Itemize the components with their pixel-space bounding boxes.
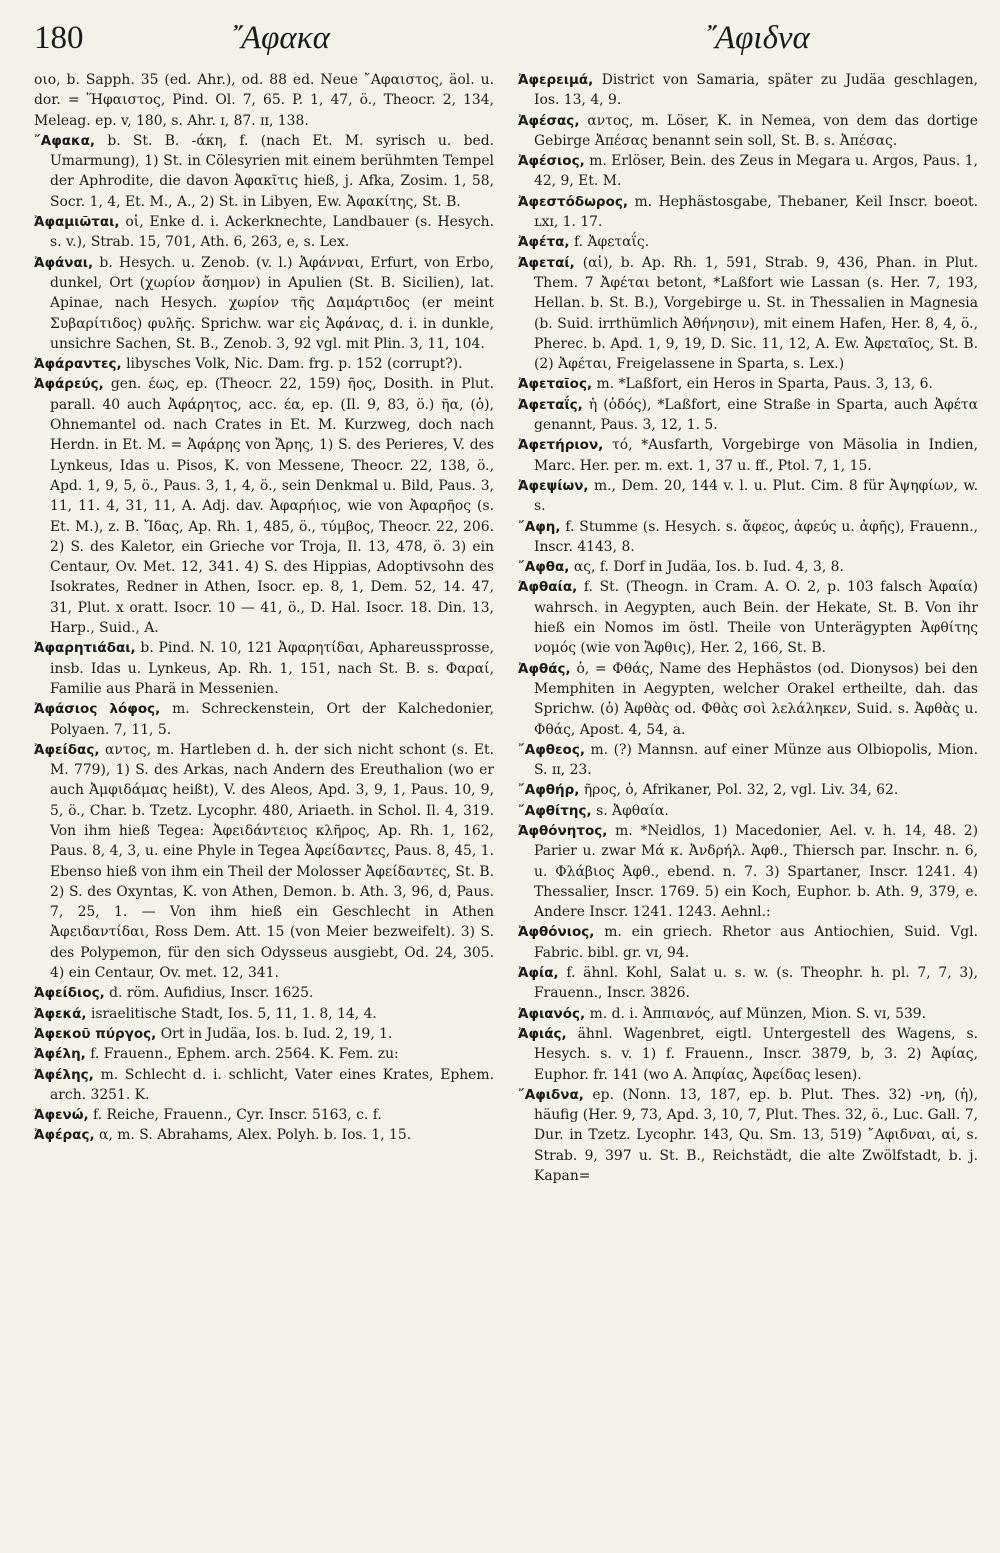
dictionary-entry xyxy=(34,1105,494,1125)
entry-lemma: Ἀφενώ, xyxy=(34,1107,89,1124)
entry-text: ep. (Nonn. 13, 187, ep. b. Plut. Thes. 32) -νη, (ἡ), häufig (Her. 9, 73, Apd. 3, 10, 7, Plut. Thes. 32, ö., Luc. Gall. 7, Dur. in Tzetz. Lycophr. 143, Qu. Sm. 13, 519) ῎Αφιδναι, αἱ, s. Strab. 9, 397 u. St. B., Reichstädt, die alte Zwölfstadt, b. j. Kapan= xyxy=(534,1086,978,1185)
dictionary-entry xyxy=(518,740,978,781)
entry-text: ἡ (ὁδός), *Laßfort, eine Straße in Sparta, auch Ἀφέτα genannt, Paus. 3, 12, 1. 5. xyxy=(534,396,978,434)
dictionary-entry xyxy=(518,1024,978,1085)
page-number: 180 xyxy=(34,20,84,56)
entry-text: f. Frauenn., Ephem. arch. 2564. K. Fem. zu: xyxy=(90,1046,399,1063)
right-column xyxy=(518,70,978,1540)
entry-text: ähnl. Wagenbret, eigtl. Untergestell des Wagens, s. Hesych. s. v. 1) f. Frauenn., Inscr. 3879, b, 3. 2) Ἀφίας, Euphor. fr. 141 (wo A. Ἀπφίας, Ἀφείδας lesen). xyxy=(534,1025,978,1083)
entry-text: ὁ, = Φθάς, Name des Hephästos (od. Dionysos) bei den Memphiten in Aegypten, welcher Orakel ertheilte, dah. das Sprichw. (ὁ) Ἀφθὰς od. Φθὰς σοὶ λελάληκεν, Suid. s. Ἀφθὰς u. Φθάς, Apost. 4, 54, a. xyxy=(534,660,978,738)
dictionary-entry xyxy=(34,699,494,740)
entry-lemma: Ἀφάναι, xyxy=(34,254,94,271)
dictionary-columns xyxy=(34,70,978,1540)
entry-lemma: Ἀφέλη, xyxy=(34,1046,86,1063)
dictionary-entry xyxy=(518,801,978,821)
entry-text: m. (?) Mannsn. auf einer Münze aus Olbiopolis, Mion. S. ɪɪ, 23. xyxy=(534,741,978,779)
dictionary-entry xyxy=(34,983,494,1003)
entry-text: s. Ἀφθαία. xyxy=(596,802,669,819)
entry-lemma: Ἀφεταΐς, xyxy=(518,396,583,413)
entry-text: m. ein griech. Rhetor aus Antiochien, Suid. Vgl. Fabric. bibl. gr. ᴠɪ, 94. xyxy=(534,924,978,961)
dictionary-entry xyxy=(518,111,978,152)
dictionary-entry xyxy=(34,740,494,984)
dictionary-entry xyxy=(518,659,978,740)
entry-text: b. Pind. N. 10, 121 Ἀφαρητίδαι, Aphareussprosse, insb. Idas u. Lynkeus, Ap. Rh. 1, 151, nach St. B. s. Φαραί, Familie aus Pharä in Messenien. xyxy=(50,640,494,697)
entry-lemma: Ἀφθάς, xyxy=(518,660,571,677)
entry-text: α, m. S. Abrahams, Alex. Polyh. b. Ios. 1, 15. xyxy=(99,1127,412,1144)
entry-lemma: Ἀφέρας, xyxy=(34,1127,95,1144)
entry-lemma: Ἀφθόνιος, xyxy=(518,924,595,941)
page-header xyxy=(30,16,970,66)
dictionary-entry xyxy=(518,557,978,577)
entry-text: b. Hesych. u. Zenob. (v. l.) Ἀφάνναι, Erfurt, von Erbo, dunkel, Ort (χωρίον ἄσημον) in Apulien (St. B. Sicilien), lat. Apinae, nach Hesych. χωρίον τῆς Δαμάρτιδος (er meint Συβαρίτιδος) φυλῆς. Sprichw. war εἰς Ἀφάνας, d. i. in dunkle, unsichre Sachen, St. B., Zenob. 3, 92 vgl. mit Plin. 3, 11, 104. xyxy=(50,254,494,352)
entry-text: m. *Neidlos, 1) Macedonier, Ael. v. h. 14, 48. 2) Parier u. zwar Μά κ. Ἀνδρήλ. Ἀφθ., Thiersch par. Inschr. n. 6, u. Φλάβιος Ἀφθ., ebend. n. 7. 3) Spartaner, Inscr. 1241. 4) Thessalier, Inscr. 1769. 5) ein Koch, Euphor. b. Ath. 9, 379, e. Andere Inscr. 1241. 1243. Aehnl.: xyxy=(534,822,978,921)
entry-lemma: ῎Αφη, xyxy=(518,518,561,535)
dictionary-entry xyxy=(518,577,978,658)
entry-text: τό, *Ausfarth, Vorgebirge von Mäsolia in Indien, Marc. Her. per. m. ext. 1, 37 u. ff., Ptol. 7, 1, 15. xyxy=(534,437,978,474)
entry-text: Ort in Judäa, Ios. b. Iud. 2, 19, 1. xyxy=(160,1025,393,1042)
entry-lemma: Ἀφιάς, xyxy=(518,1025,567,1042)
dictionary-entry xyxy=(34,212,494,253)
entry-text: f. Stumme (s. Hesych. s. ἄφεος, ἀφεύς u. ἀφῆς), Frauenn., Inscr. 4143, 8. xyxy=(534,518,978,555)
entry-text: District von Samaria, später zu Judäa geschlagen, Ios. 13, 4, 9. xyxy=(534,72,978,109)
entry-lemma: Ἀφιανός, xyxy=(518,1005,586,1022)
dictionary-entry xyxy=(518,780,978,800)
entry-lemma: ῎Αφθίτης, xyxy=(518,802,592,819)
dictionary-entry xyxy=(34,1065,494,1106)
entry-lemma: Ἀφία, xyxy=(518,965,559,982)
entry-lemma: Ἀφάραντες, xyxy=(34,356,122,373)
dictionary-entry xyxy=(34,1125,494,1145)
dictionary-entry xyxy=(34,1024,494,1044)
entry-lemma: Ἀφέσιος, xyxy=(518,153,585,170)
entry-lemma: ῎Αφακα, xyxy=(34,132,96,149)
entry-lemma: Ἀφείδιος, xyxy=(34,985,105,1002)
entry-lemma: Ἀφεκοῦ πύργος, xyxy=(34,1025,157,1042)
dictionary-entry xyxy=(518,151,978,192)
entry-lemma: ῎Αφθα, xyxy=(518,559,570,576)
entry-text: ῆρος, ὁ, Afrikaner, Pol. 32, 2, vgl. Liv. 34, 62. xyxy=(583,782,899,799)
entry-text: αντος, m. Löser, K. in Nemea, von dem das dortige Gebirge Ἀπέσας benannt sein soll, St. B. s. Ἀπέσας. xyxy=(534,112,978,149)
left-column xyxy=(34,70,494,1540)
dictionary-entry xyxy=(34,1004,494,1024)
entry-lemma: Ἀφάρεύς, xyxy=(34,376,104,393)
dictionary-entry xyxy=(34,374,494,638)
dictionary-entry xyxy=(518,232,978,252)
entry-text: b. St. B. -άκη, f. (nach Et. M. syrisch u. bed. Umarmung), 1) St. in Cölesyrien mit einem berühmten Tempel der Aphrodite, die davon Ἀφακῖτις hieß, j. Afka, Zosim. 1, 58, Socr. 1, 4, Et. M., A., 2) St. in Libyen, Ew. Ἀφακίτης, St. B. xyxy=(50,132,494,210)
entry-text: αντος, m. Hartleben d. h. der sich nicht schont (s. Et. M. 779), 1) S. des Arkas, nach Andern des Ereuthalion (wo er auch Ἀμφιδάμας heißt), V. des Aleos, Apd. 3, 9, 1, Paus. 10, 9, 5, ö., Char. b. Tzetz. Lycophr. 480, Ariaeth. in Schol. Il. 4, 319. Von ihm hieß Tegea: Ἀφειδάντειος κλῆρος, Ap. Rh. 1, 162, Paus. 8, 4, 3, u. eine Phyle in Tegea Ἀφείδαντες, Paus. 8, 45, 1. Ebenso hieß von ihm ein Theil der Molosser Ἀφείδαντες, St. B. 2) S. des Oxyntas, K. von Athen, Demon. b. Ath. 3, 96, d, Paus. 7, 25, 1. — Von ihm hieß ein Geschlecht in Athen Ἀφειδαντίδαι, Ross Dem. Att. 15 (von Meier bezweifelt). 3) S. des Polypemon, für den sich Odysseus ausgiebt, Od. 24, 305. 4) ein Centaur, Ov. met. 12, 341. xyxy=(50,741,494,982)
entry-lemma: Ἀφαρητιάδαι, xyxy=(34,640,136,657)
entry-text: israelitische Stadt, Ios. 5, 11, 1. 8, 14, 4. xyxy=(90,1005,377,1022)
dictionary-entry xyxy=(518,1085,978,1186)
dictionary-entry xyxy=(518,476,978,517)
entry-lemma: Ἀφείδας, xyxy=(34,741,100,758)
dictionary-entry xyxy=(34,354,494,374)
entry-lemma: Ἀφετήριον, xyxy=(518,437,604,454)
dictionary-entry xyxy=(518,253,978,375)
entry-text: m. d. i. Ἀππιανός, auf Münzen, Mion. S. ᴠɪ, 539. xyxy=(589,1005,927,1022)
entry-lemma: ῎Αφθήρ, xyxy=(518,782,580,799)
entry-lemma: Ἀφεταῖος, xyxy=(518,376,593,393)
dictionary-entry xyxy=(34,253,494,354)
dictionary-entry xyxy=(518,963,978,1004)
entry-lemma: Ἀφέτα, xyxy=(518,234,570,251)
entry-lemma: Ἀφθαία, xyxy=(518,579,578,596)
entry-text: libysches Volk, Nic. Dam. frg. p. 152 (corrupt?). xyxy=(126,356,463,373)
entry-text: f. St. (Theogn. in Cram. A. O. 2, p. 103 falsch Ἀφαία) wahrsch. in Aegypten, auch Bein. der Hekate, St. B. Von ihr hieß ein Nomos im östl. Theile von Unterägypten Ἀφθίτης νομός (wie von Ἄφθις), Her. 2, 166, St. B. xyxy=(534,579,978,657)
entry-lemma: ῎Αφθεος, xyxy=(518,741,585,758)
entry-text: m. *Laßfort, ein Heros in Sparta, Paus. 3, 13, 6. xyxy=(596,376,933,393)
entry-lemma: Ἀφεψίων, xyxy=(518,477,589,494)
entry-text: d. röm. Aufidius, Inscr. 1625. xyxy=(109,985,314,1002)
entry-text: f. ähnl. Kohl, Salat u. s. w. (s. Theophr. h. pl. 7, 7, 3), Frauenn., Inscr. 3826. xyxy=(534,965,978,1002)
entry-text: f. Reiche, Frauenn., Cyr. Inscr. 5163, c. f. xyxy=(93,1107,382,1124)
entry-text: (αἱ), b. Ap. Rh. 1, 591, Strab. 9, 436, Phan. in Plut. Them. 7 Ἀφέται betont, *Laßfort wie Lassan (s. Her. 7, 193, Hellan. b. St. B.), Vorgebirge u. St. in Thessalien in Magnesia (b. Suid. irrthümlich Ἀθήνησιν), mit einem Hafen, Her. 8, 4, ö., Pherec. b. Apd. 1, 9, 19, D. Sic. 11, 12, A. Ew. Ἀφεταῖος, St. B. (2) Ἀφέται, Freigelassene in Sparta, s. Lex.) xyxy=(534,254,978,373)
entry-text: ας, f. Dorf in Judäa, Ios. b. Iud. 4, 3, 8. xyxy=(573,559,844,576)
dictionary-entry xyxy=(518,922,978,963)
entry-text: f. Ἀφεταΐς. xyxy=(573,234,650,251)
dictionary-entry xyxy=(518,821,978,922)
entry-text: gen. έως, ep. (Theocr. 22, 159) ῆος, Dosith. in Plut. parall. 40 auch Ἀφάρητος, acc. έα, ep. (Il. 9, 83, ö.) ῆα, (ὁ), Ohnemantel od. nach Crates in Et. M. Kurzweg, doch nach Herdn. in Et. M. = Ἀφάρης von Ἄρης, 1) S. des Perieres, V. des Lynkeus, Idas u. Pisos, K. von Messene, Theocr. 22, 138, ö., Apd. 1, 9, 5, ö., Paus. 3, 1, 4, ö., sein Denkmal u. Bild, Paus. 3, 11, 11. 4, 31, 11, A. Adj. dav. Ἀφαρήιος, wie von Ἀφαρῆος (s. Et. M.), z. B. Ἴδας, Ap. Rh. 1, 485, ö., τύμβος, Theocr. 22, 206. 2) S. des Kaletor, ein Grieche vor Troja, Il. 13, 478, ö. 3) ein Centaur, Ov. Met. 12, 341. 4) S. des Hippias, Adoptivsohn des Isokrates, Redner in Athen, Isocr. ep. 8, 1, Dem. 52, 14. 47, 31, Plut. x oratt. Isocr. 10 — 41, ö., D. Hal. Isocr. 18. Din. 13, Harp., Suid., A. xyxy=(50,376,494,637)
dictionary-entry xyxy=(518,192,978,233)
dictionary-entry xyxy=(34,638,494,699)
entry-lemma: Ἀφέλης, xyxy=(34,1066,94,1083)
entry-lemma: Ἀφερειμά, xyxy=(518,72,594,88)
entry-text: m. Erlöser, Bein. des Zeus in Megara u. Argos, Paus. 1, 42, 9, Et. M. xyxy=(534,153,978,190)
entry-lemma: Ἀφεταί, xyxy=(518,254,575,271)
left-running-head: ῎Αφακα xyxy=(230,20,330,56)
entry-lemma: Ἀφέσας, xyxy=(518,112,580,129)
dictionary-entry xyxy=(518,435,978,476)
right-running-head: ῎Αφιδνα xyxy=(704,20,810,56)
entry-lemma: Ἀφαμιῶται, xyxy=(34,214,120,231)
dictionary-entry xyxy=(518,374,978,394)
entry-text: m. Hephästosgabe, Thebaner, Keil Inscr. boeot. ʟxɪ, 1. 17. xyxy=(534,193,978,231)
entry-lemma: Ἀφθόνητος, xyxy=(518,822,608,839)
entry-text: οἱ, Enke d. i. Ackerknechte, Landbauer (s. Hesych. s. v.), Strab. 15, 701, Ath. 6, 263, e, s. Lex. xyxy=(50,214,494,251)
entry-lemma: Ἀφεστόδωρος, xyxy=(518,193,629,210)
entry-text: m. Schlecht d. i. schlicht, Vater eines Krates, Ephem. arch. 3251. K. xyxy=(50,1066,494,1103)
entry-text: οιο, b. Sapph. 35 (ed. Ahr.), od. 88 ed. Neue ῎Αφαιστος, äol. u. dor. = Ἥφαιστος, Pind. Ol. 7, 65. P. 1, 47, ö., Theocr. 2, 134, Meleag. ep. v, 180, s. Ahr. ɪ, 87. ɪɪ, 138. xyxy=(34,72,494,129)
dictionary-entry xyxy=(34,131,494,212)
entry-text: m. Schreckenstein, Ort der Kalchedonier, Polyaen. 7, 11, 5. xyxy=(50,701,494,738)
dictionary-entry xyxy=(518,517,978,558)
entry-text: m., Dem. 20, 144 v. l. u. Plut. Cim. 8 für Ἀψηφίων, w. s. xyxy=(534,477,978,515)
entry-lemma: ῎Αφιδνα, xyxy=(518,1086,584,1103)
dictionary-entry xyxy=(518,70,978,111)
dictionary-entry xyxy=(34,1044,494,1064)
entry-lemma: Ἀφεκά, xyxy=(34,1005,87,1022)
entry-lemma: Ἀφάσιος λόφος, xyxy=(34,701,161,718)
dictionary-entry xyxy=(518,1004,978,1024)
dictionary-entry xyxy=(518,395,978,436)
dictionary-entry xyxy=(34,70,494,131)
